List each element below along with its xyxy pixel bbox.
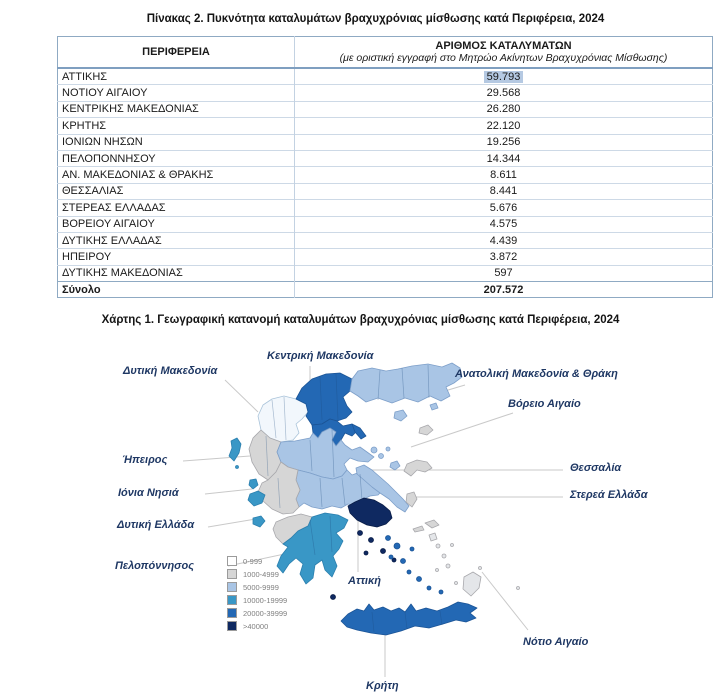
map-label-voreio-aigaio: Βόρειο Αιγαίο (508, 398, 581, 410)
region-value-cell: 26.280 (295, 101, 713, 117)
region-kriti (341, 602, 477, 635)
region-value-cell: 4.439 (295, 232, 713, 248)
region-value-cell: 8.441 (295, 183, 713, 199)
legend-item (227, 621, 287, 631)
highlighted-value: 59.793 (484, 71, 524, 83)
region-notio-aigaio (386, 536, 444, 595)
region-name-cell: ΔΥΤΙΚΗΣ ΜΑΚΕΔΟΝΙΑΣ (58, 265, 295, 281)
legend-label: 5000-9999 (243, 582, 279, 592)
table-row (58, 167, 713, 183)
region-value-cell: 29.568 (295, 85, 713, 101)
region-name-cell: ΝΟΤΙΟΥ ΑΙΓΑΙΟΥ (58, 85, 295, 101)
region-name-cell: ΚΡΗΤΗΣ (58, 118, 295, 134)
column-header-count-sub: (με οριστική εγγραφή στο Μητρώο Ακίνητων Βραχυχρόνιας Μίσθωσης) (339, 52, 668, 64)
map-label-attiki: Αττική (348, 575, 381, 587)
legend-item (227, 556, 287, 566)
legend-item (227, 582, 287, 592)
region-value-cell: 3.872 (295, 249, 713, 265)
map-label-ionia-nisia: Ιόνια Νησιά (118, 487, 179, 499)
legend-item (227, 595, 287, 605)
column-header-count-main: ΑΡΙΘΜΟΣ ΚΑΤΑΛΥΜΑΤΩΝ (435, 40, 572, 52)
legend-label: 1000-4999 (243, 569, 279, 579)
greece-choropleth-map (0, 335, 721, 699)
table-header (58, 37, 713, 69)
region-value-cell: 14.344 (295, 150, 713, 166)
table-row (58, 249, 713, 265)
column-header-count (295, 37, 713, 69)
legend-label: >40000 (243, 621, 269, 631)
table-row (58, 200, 713, 216)
map-label-kriti: Κρήτη (366, 680, 399, 692)
map-label-notio-aigaio: Νότιο Αιγαίο (523, 636, 589, 648)
table-row (58, 118, 713, 134)
region-name-cell: ΣΤΕΡΕΑΣ ΕΛΛΑΔΑΣ (58, 200, 295, 216)
region-voreio-aigaio (404, 425, 439, 532)
region-name-cell: ΑΝ. ΜΑΚΕΔΟΝΙΑΣ & ΘΡΑΚΗΣ (58, 167, 295, 183)
table-body (58, 68, 713, 298)
table-row (58, 68, 713, 85)
region-value-cell (295, 68, 713, 85)
map-label-kentriki-makedonia: Κεντρική Μακεδονία (267, 350, 374, 362)
map-label-dytiki-ellada: Δυτική Ελλάδα (117, 519, 195, 531)
map-title: Χάρτης 1. Γεωγραφική κατανομή καταλυμάτων βραχυχρόνιας μίσθωσης κατά Περιφέρεια, 2024 (101, 314, 620, 326)
table-row (58, 232, 713, 248)
column-header-region: ΠΕΡΙΦΕΡΕΙΑ (58, 37, 295, 69)
legend-label: 10000-19999 (243, 595, 288, 605)
region-anatoliki-makedonia-thraki (350, 363, 462, 421)
total-label-cell: Σύνολο (58, 282, 295, 298)
region-name-cell: ΠΕΛΟΠΟΝΝΗΣΟΥ (58, 150, 295, 166)
region-name-cell: ΙΟΝΙΩΝ ΝΗΣΩΝ (58, 134, 295, 150)
legend-swatch (227, 621, 237, 631)
map-label-ipeiros: Ήπειρος (122, 454, 168, 466)
legend-item (227, 569, 287, 579)
islands-grey-cyclades (429, 533, 520, 596)
table-title: Πίνακας 2. Πυκνότητα καταλυμάτων βραχυχρόνιας μίσθωσης κατά Περιφέρεια, 2024 (146, 13, 605, 25)
legend-swatch (227, 582, 237, 592)
region-name-cell: ΔΥΤΙΚΗΣ ΕΛΛΑΔΑΣ (58, 232, 295, 248)
header-row (58, 37, 713, 69)
table-row (58, 85, 713, 101)
map-label-peloponnisos: Πελοπόννησος (115, 560, 195, 572)
regions-table (57, 36, 713, 298)
map-label-dytiki-makedonia: Δυτική Μακεδονία (123, 365, 218, 377)
table-row (58, 183, 713, 199)
table-row (58, 150, 713, 166)
map-label-sterea-ellada: Στερεά Ελλάδα (570, 489, 648, 501)
legend-swatch (227, 608, 237, 618)
region-name-cell: ΑΤΤΙΚΗΣ (62, 70, 108, 83)
region-value-cell: 4.575 (295, 216, 713, 232)
legend-swatch (227, 556, 237, 566)
table-row (58, 216, 713, 232)
legend-label: 20000-39999 (243, 608, 288, 618)
map-legend (227, 556, 287, 634)
legend-label: 0-999 (243, 556, 263, 566)
region-value-cell: 597 (295, 265, 713, 281)
region-name-cell: ΒΟΡΕΙΟΥ ΑΙΓΑΙΟΥ (58, 216, 295, 232)
legend-swatch (227, 595, 237, 605)
table-row (58, 265, 713, 281)
total-value-cell: 207.572 (295, 282, 713, 298)
table-row (58, 134, 713, 150)
region-value-cell: 22.120 (295, 118, 713, 134)
total-row (58, 282, 713, 298)
region-value-cell: 5.676 (295, 200, 713, 216)
map-label-thessalia: Θεσσαλία (570, 462, 622, 474)
region-name-cell: ΚΕΝΤΡΙΚΗΣ ΜΑΚΕΔΟΝΙΑΣ (58, 101, 295, 117)
legend-item (227, 608, 287, 618)
table-row (58, 101, 713, 117)
region-value-cell: 8.611 (295, 167, 713, 183)
region-value-cell: 19.256 (295, 134, 713, 150)
region-name-cell: ΗΠΕΙΡΟΥ (58, 249, 295, 265)
map-label-anatoliki-makedonia-thraki: Ανατολική Μακεδονία & Θράκη (455, 368, 618, 380)
legend-swatch (227, 569, 237, 579)
region-name-cell: ΘΕΣΣΑΛΙΑΣ (58, 183, 295, 199)
